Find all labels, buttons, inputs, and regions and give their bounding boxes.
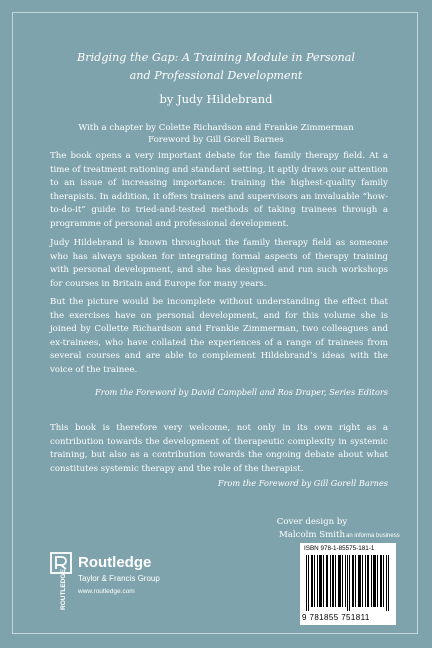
publisher-name: Routledge [78,554,152,571]
chapter-contributors: With a chapter by Colette Richardson and Frankie Zimmerman [78,123,354,133]
contributors-block [40,122,392,146]
routledge-logo [50,552,210,612]
author-line: by Judy Hildebrand [159,92,273,106]
publisher-url: www.routledge.com [78,588,135,595]
isbn-label: ISBN 978-1-85575-181-1 [304,545,375,552]
cover-design-label: Cover design by [276,517,348,527]
barcode-bars [304,555,392,611]
book-title-line-2: and Professional Development [129,69,303,82]
paragraph-2: Judy Hildebrand is known throughout the family therapy field as someone who has always spoken for integrating formal aspects of therapy training with personal development, and she has designed and run such workshops for courses in Britain and Europe for many years. [50,238,388,289]
routledge-vertical-text: ROUTLEDGE [60,569,67,610]
book-title [40,49,392,85]
paragraph-4: This book is therefore very welcome, not only in its own right as a contribution towards the development of therapeutic complexity in systemic training, but also as a contribution towards the ongoing debate about what constitutes systemic therapy and the role of the therapist. [50,423,388,474]
cover-designer-name: Malcolm Smith [278,530,346,540]
attribution-series-editors: From the Foreword by David Campbell and Ros Draper, Series Editors [95,387,388,397]
barcode-digits: 9 781855 751811 [302,613,370,622]
paragraph-3: But the picture would be incomplete without understanding the effect that the exercises have on personal development, and for this volume she is joined by Collette Richardson and Frankie Zimmerman, two colleagues and ex-trainees, who have collated the experiences of a range of trainees from several courses and are able to complement Hildebrand’s ideas with the voice of the trainee. [50,297,388,375]
informa-imprint: an informa business [346,533,400,539]
paragraph-1: The book opens a very important debate for the family therapy field. At a time of treatment rationing and standard setting, it aptly draws our attention to an issue of increasing importance: training the highest-quality family therapists. In addition, it offers trainers and supervisors an invaluable “how-to-do-it” guide to tried-and-tested methods of taking trainees through a programme of personal and professional development. [50,151,388,229]
routledge-r-icon [50,552,72,612]
publisher-group: Taylor & Francis Group [78,574,160,583]
book-title-line-1: Bridging the Gap: A Training Module in Personal [77,51,355,64]
isbn-barcode [300,543,396,625]
foreword-by: Foreword by Gill Gorell Barnes [148,135,284,145]
attribution-gill-gorell-barnes: From the Foreword by Gill Gorell Barnes [217,478,388,488]
